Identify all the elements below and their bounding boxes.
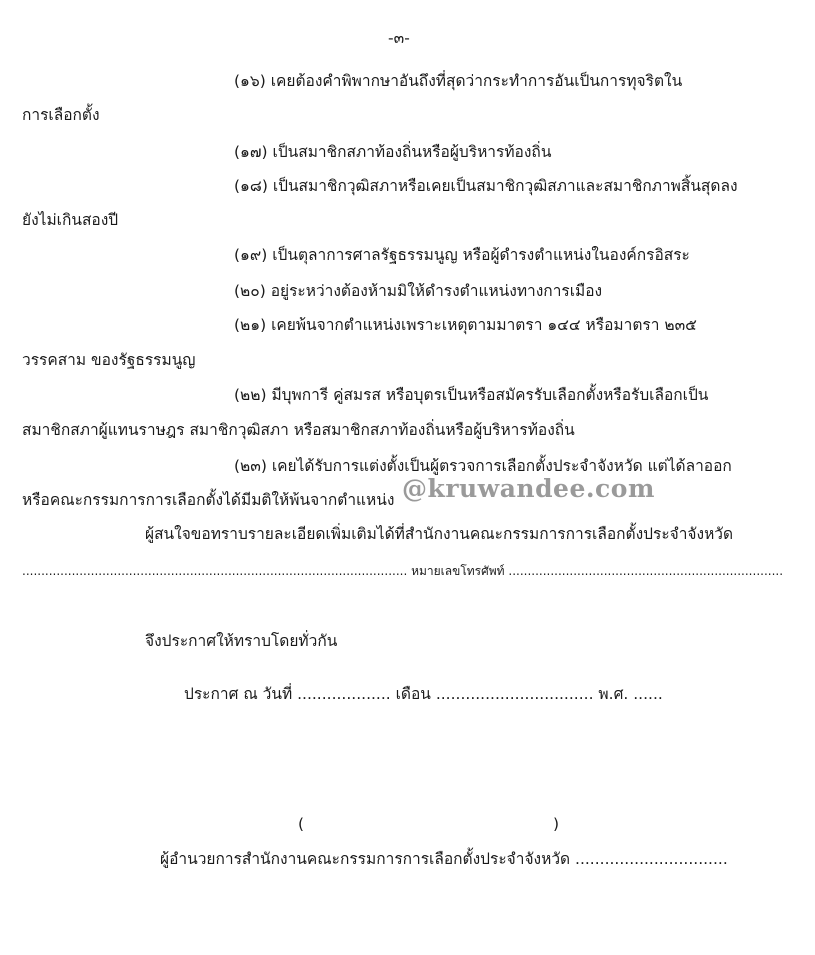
item-17: (๑๗) เป็นสมาชิกสภาท้องถิ่นหรือผู้บริหารท้องถิ่น [234, 143, 552, 161]
contact-phone-line: ..................................................................................................... หมายเลขโทรศัพท์ ........................................................................ [22, 564, 784, 578]
item-18-first-line: (๑๘) เป็นสมาชิกวุฒิสภาหรือเคยเป็นสมาชิกวุฒิสภาและสมาชิกภาพสิ้นสุดลง [234, 177, 738, 195]
announcement-statement: จึงประกาศให้ทราบโดยทั่วกัน [145, 632, 338, 650]
page-number: -๓- [388, 29, 410, 47]
item-16-continuation: การเลือกตั้ง [22, 106, 100, 124]
item-22-first-line: (๒๒) มีบุพการี คู่สมรส หรือบุตรเป็นหรือสมัครรับเลือกตั้งหรือรับเลือกเป็น [234, 386, 709, 404]
announcement-date-line: ประกาศ ณ วันที่ ................... เดือน ................................ พ.ศ. ...... [184, 685, 663, 703]
item-16-first-line: (๑๖) เคยต้องคำพิพากษาอันถึงที่สุดว่ากระทำการอันเป็นการทุจริตใน [234, 72, 683, 90]
watermark-text: @kruwandee.com [402, 474, 655, 503]
item-18-continuation: ยังไม่เกินสองปี [22, 211, 119, 229]
item-23-continuation: หรือคณะกรรมการการเลือกตั้งได้มีมติให้พ้นจากตำแหน่ง [22, 491, 395, 509]
item-19: (๑๙) เป็นตุลาการศาลรัฐธรรมนูญ หรือผู้ดำรงตำแหน่งในองค์กรอิสระ [234, 246, 690, 264]
item-21-first-line: (๒๑) เคยพ้นจากตำแหน่งเพราะเหตุตามมาตรา ๑๔๔ หรือมาตรา ๒๓๕ [234, 316, 697, 334]
signature-close-paren: ) [553, 815, 560, 833]
signature-open-paren: ( [298, 815, 305, 833]
contact-info-line: ผู้สนใจขอทราบรายละเอียดเพิ่มเติมได้ที่สำนักงานคณะกรรมการการเลือกตั้งประจำจังหวัด [145, 525, 734, 543]
item-20: (๒๐) อยู่ระหว่างต้องห้ามมิให้ดำรงตำแหน่งทางการเมือง [234, 282, 603, 300]
item-22-continuation: สมาชิกสภาผู้แทนราษฎร สมาชิกวุฒิสภา หรือสมาชิกสภาท้องถิ่นหรือผู้บริหารท้องถิ่น [22, 421, 575, 439]
item-23-first-line: (๒๓) เคยได้รับการแต่งตั้งเป็นผู้ตรวจการเลือกตั้งประจำจังหวัด แต่ได้ลาออก [234, 457, 732, 475]
item-21-continuation: วรรคสาม ของรัฐธรรมนูญ [22, 351, 196, 369]
signatory-title: ผู้อำนวยการสำนักงานคณะกรรมการการเลือกตั้งประจำจังหวัด ............................... [160, 850, 728, 868]
